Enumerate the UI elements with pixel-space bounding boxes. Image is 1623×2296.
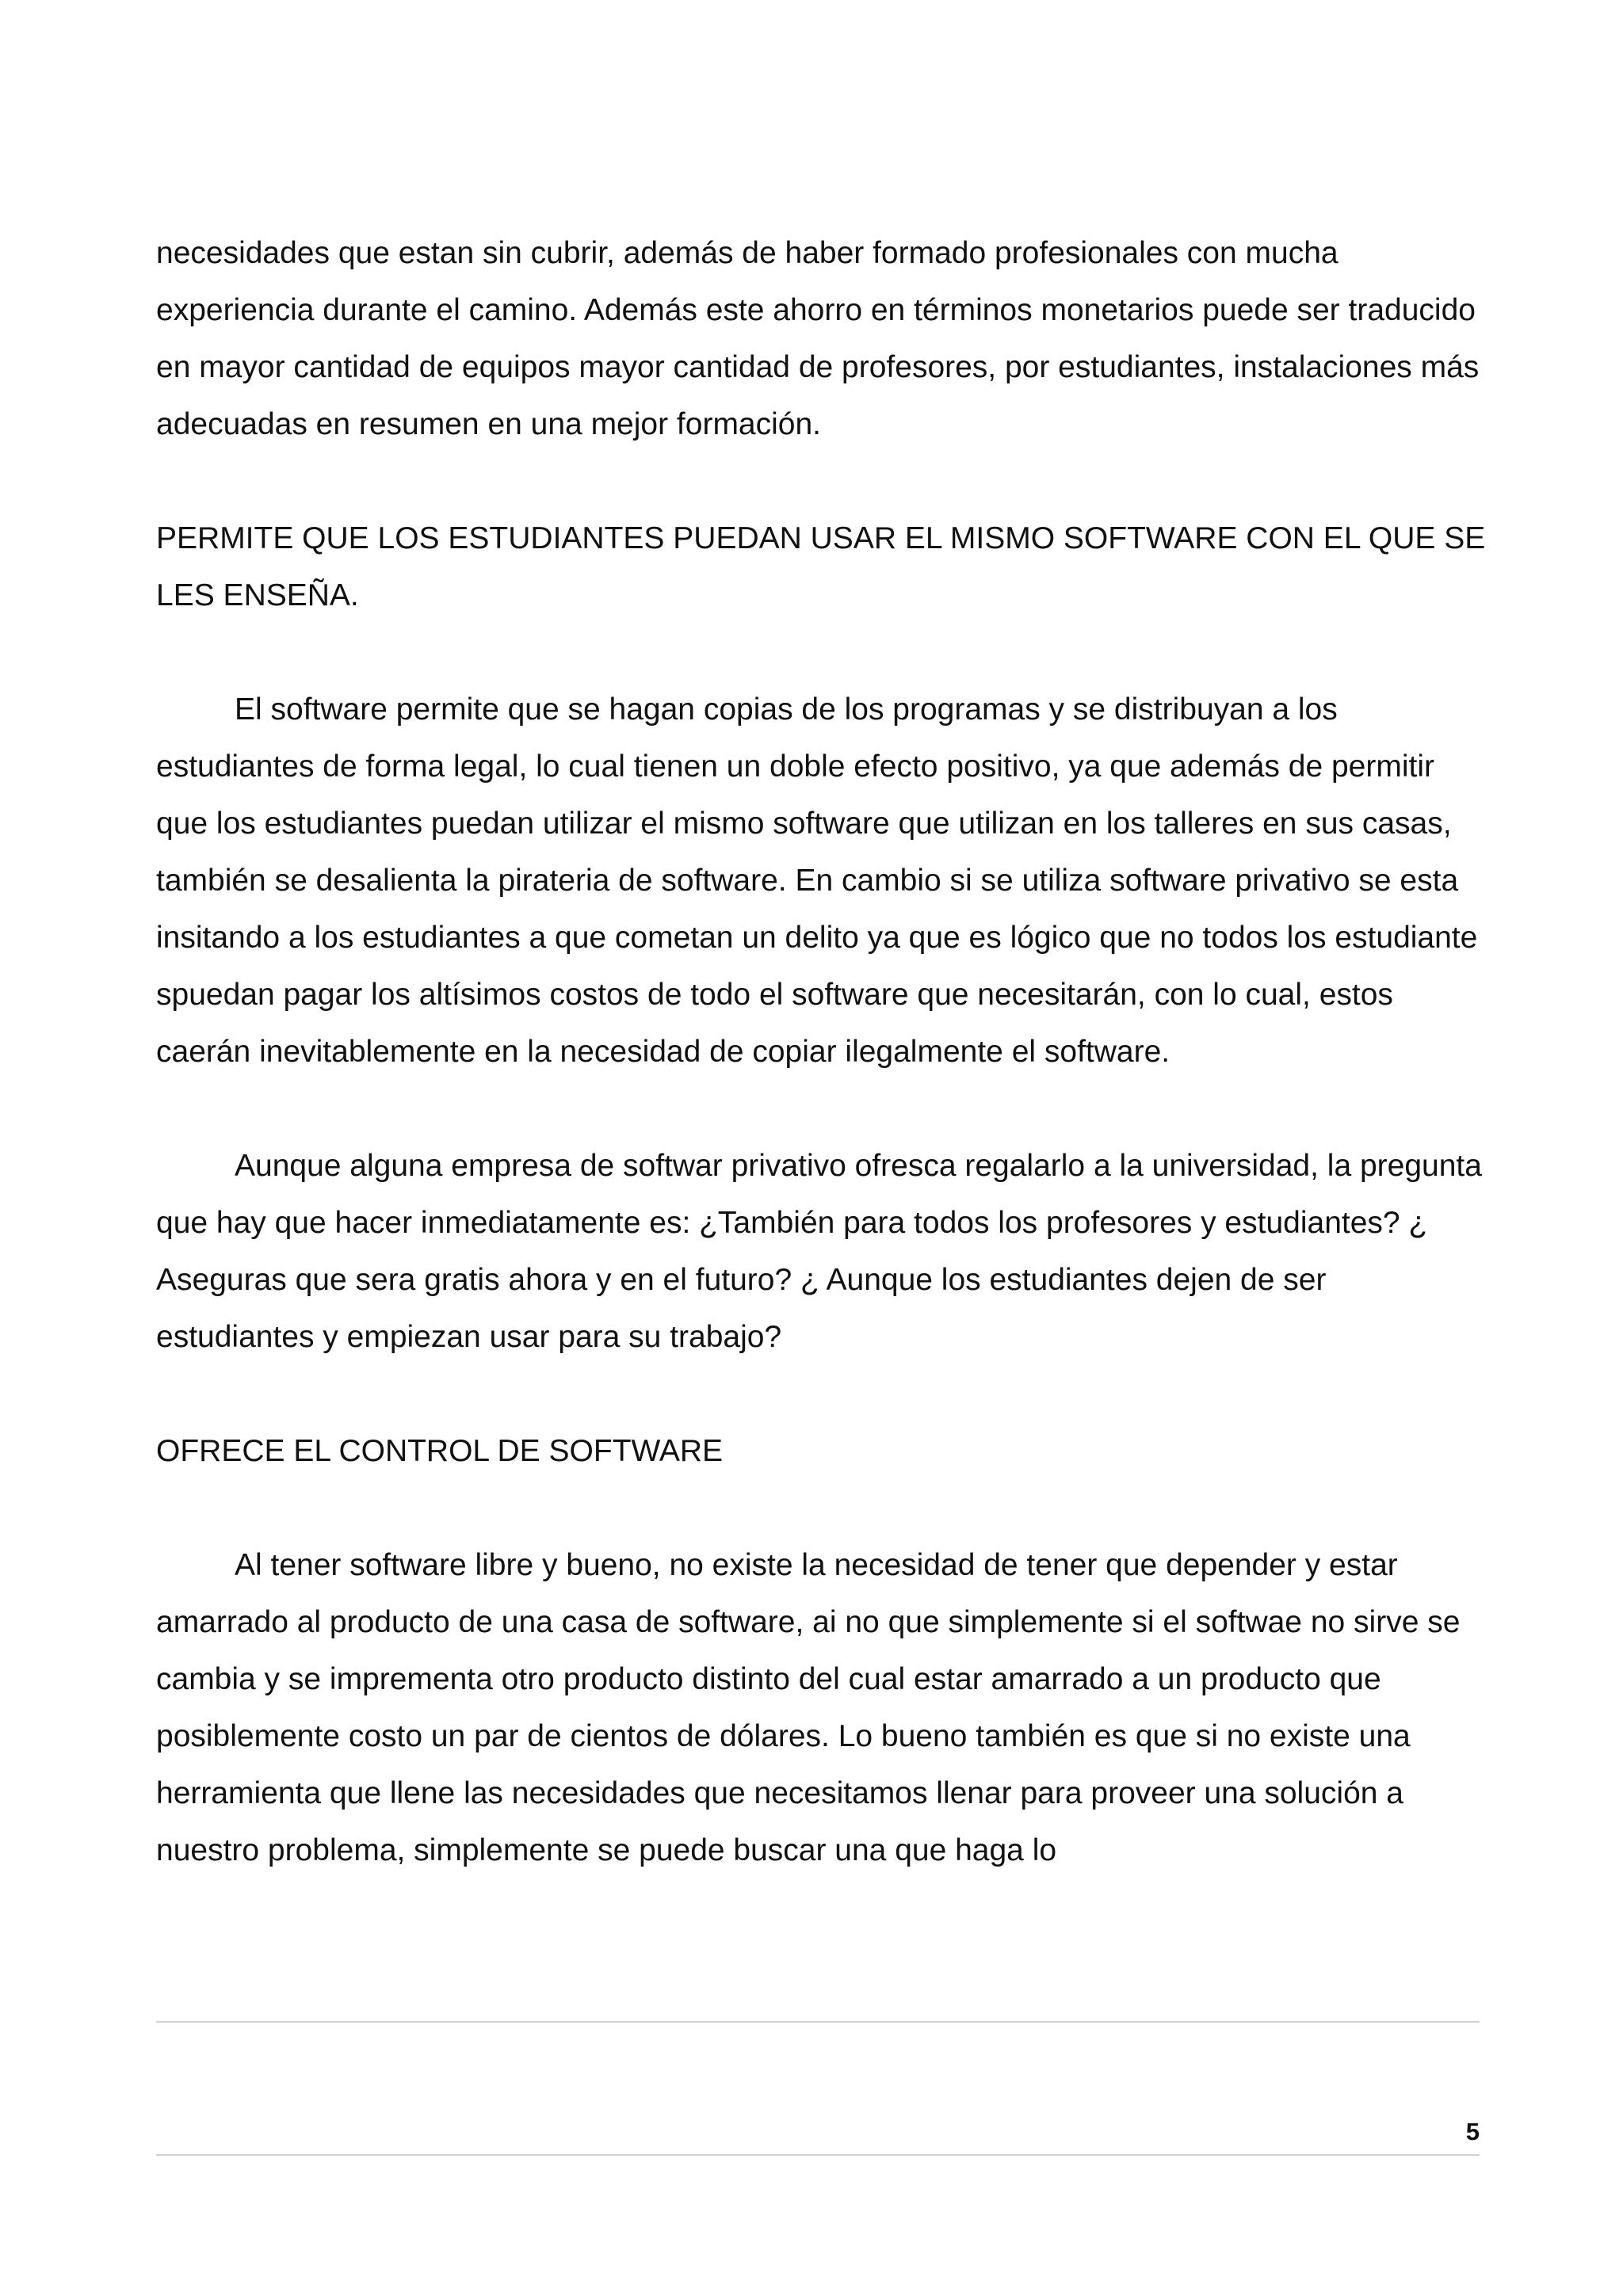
footer-divider-bottom — [156, 2154, 1480, 2156]
paragraph-legal-copies: El software permite que se hagan copias de los programas y se distribuyan a los estudiantes de forma legal, lo cual tienen un doble efecto positivo, ya que además de permitir que los estudiantes puedan utilizar el mismo software que utilizan en los talleres en sus casas, también se desalienta la pirateria de software. En cambio si se utiliza software privativo se esta insitando a los estudiantes a que cometan un delito ya que es lógico que no todos los estudiante spuedan pagar los altísimos costos de todo el software que necesitarán, con lo cual, estos caerán inevitablemente en la necesidad de copiar ilegalmente el software. — [156, 692, 1478, 1069]
paragraph-free-offer: Aunque alguna empresa de softwar privativo ofresca regalarlo a la universidad, la pregunta que hay que hacer inmediatamente es: ¿También para todos los profesores y estudiantes? ¿ Aseguras que sera gratis ahora y en el futuro? ¿ Aunque los estudiantes dejen de ser estudiantes y empiezan usar para su trabajo? — [156, 1149, 1482, 1354]
footer-divider-top — [156, 2021, 1480, 2023]
paragraph-free-software-benefits: Al tener software libre y bueno, no existe la necesidad de tener que depender y estar amarrado al producto de una casa de software, ai no que simplemente si el softwae no sirve se cambia y se imprementa otro producto distinto del cual estar amarrado a un producto que posiblemente costo un par de cientos de dólares. Lo bueno también es que si no existe una herramienta que llene las necesidades que necesitamos llenar para proveer una solución a nuestro problema, simplemente se puede buscar una que haga lo — [156, 1548, 1461, 1867]
section-heading-software-control: OFRECE EL CONTROL DE SOFTWARE — [156, 1434, 724, 1468]
page-number: 5 — [1465, 2118, 1480, 2145]
section-heading-same-software: PERMITE QUE LOS ESTUDIANTES PUEDAN USAR EL MISMO SOFTWARE CON EL QUE SE LES ENSEÑA. — [156, 521, 1486, 612]
document-body — [156, 225, 1487, 1879]
paragraph-continuation: necesidades que estan sin cubrir, además de haber formado profesionales con mucha experiencia durante el camino. Además este ahorro en términos monetarios puede ser traducido en mayor cantidad de equipos mayor cantidad de profesores, por estudiantes, instalaciones más adecuadas en resumen en una mejor formación. — [156, 236, 1480, 441]
